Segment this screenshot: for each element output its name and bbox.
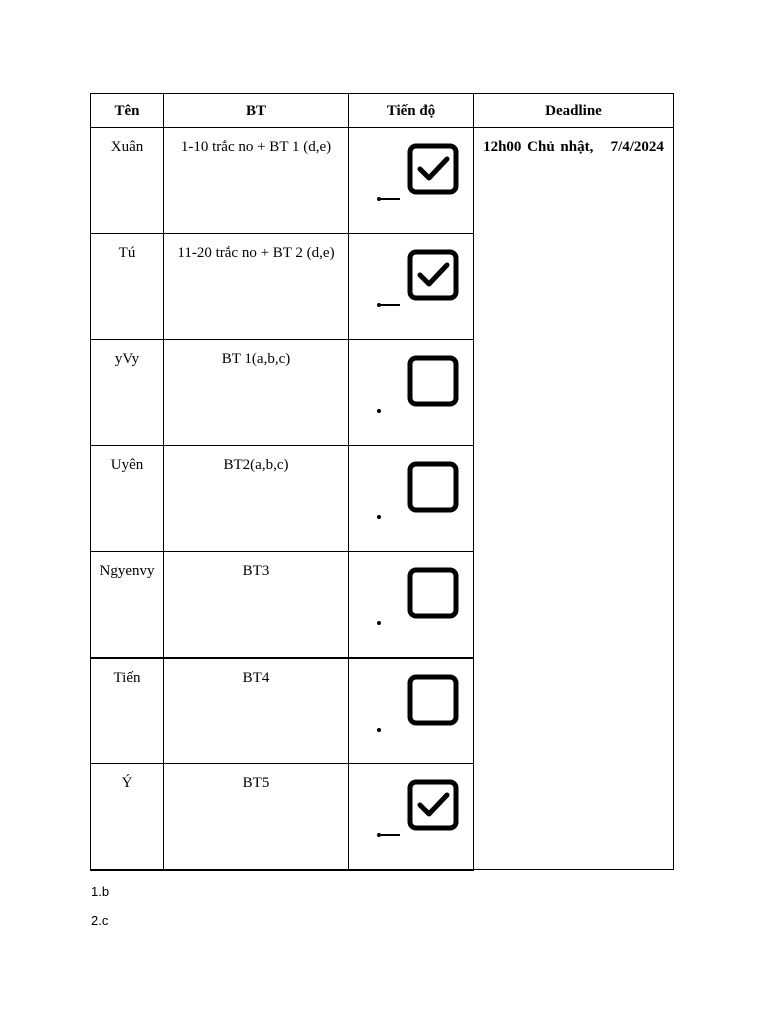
note-2: 2.c <box>91 913 109 928</box>
row-name: Tú <box>118 245 136 261</box>
bullet-icon <box>377 728 381 732</box>
dash-icon <box>381 304 400 306</box>
row-name-cell <box>91 764 164 870</box>
row-progress-cell <box>349 764 474 870</box>
header-task: BT <box>164 94 349 128</box>
row-name: Xuân <box>110 139 144 155</box>
row-task: 11-20 trắc no + BT 2 (d,e) <box>177 245 335 261</box>
row-task-cell <box>164 658 349 764</box>
bullet-icon <box>377 621 381 625</box>
row-progress-cell <box>349 658 474 764</box>
row-task: 1-10 trắc no + BT 1 (d,e) <box>180 139 332 155</box>
row-task-cell <box>164 764 349 870</box>
row-name: Uyên <box>110 457 144 473</box>
bullet-icon <box>377 515 381 519</box>
note-1: 1.b <box>91 884 110 899</box>
row-name-cell <box>91 340 164 446</box>
row-progress-cell <box>349 552 474 658</box>
checked-checkbox-icon[interactable] <box>407 249 459 301</box>
dash-icon <box>381 834 400 836</box>
header-progress: Tiến độ <box>349 94 474 128</box>
row-name-cell <box>91 552 164 658</box>
deadline-cell <box>474 128 674 870</box>
row-name: Tiến <box>113 669 141 686</box>
row-progress-cell <box>349 128 474 234</box>
row-progress-cell <box>349 234 474 340</box>
row-task-cell <box>164 128 349 234</box>
table-row <box>91 128 674 234</box>
row-task-cell <box>164 340 349 446</box>
bullet-icon <box>377 409 381 413</box>
dash-icon <box>381 198 400 200</box>
checkmark-icon <box>420 159 447 178</box>
header-name: Tên <box>91 94 164 128</box>
row-name-cell <box>91 128 164 234</box>
empty-checkbox-icon[interactable] <box>407 567 459 619</box>
checkmark-icon <box>420 265 447 284</box>
row-task-cell <box>164 552 349 658</box>
row-name: Ngyenvy <box>99 563 155 579</box>
row-progress-cell <box>349 340 474 446</box>
row-progress-cell <box>349 446 474 552</box>
empty-checkbox-icon[interactable] <box>407 674 459 726</box>
header-deadline: Deadline <box>474 94 674 128</box>
row-name: yVy <box>114 351 140 367</box>
row-task: BT3 <box>242 563 270 579</box>
table-header-row <box>91 94 674 128</box>
row-task: BT2(a,b,c) <box>223 457 289 473</box>
row-task: BT 1(a,b,c) <box>221 351 291 367</box>
row-task-cell <box>164 446 349 552</box>
row-name-cell <box>91 234 164 340</box>
progress-table <box>90 93 674 871</box>
row-name-cell <box>91 446 164 552</box>
checked-checkbox-icon[interactable] <box>407 779 459 831</box>
checked-checkbox-icon[interactable] <box>407 143 459 195</box>
row-task-cell <box>164 234 349 340</box>
row-task: BT4 <box>242 669 270 686</box>
empty-checkbox-icon[interactable] <box>407 461 459 513</box>
row-task: BT5 <box>242 775 270 791</box>
row-name: Ý <box>121 775 133 791</box>
empty-checkbox-icon[interactable] <box>407 355 459 407</box>
table-body <box>91 128 674 870</box>
deadline-text: 12h00 Chủ nhật, 7/4/2024 <box>483 139 664 155</box>
row-name-cell <box>91 658 164 764</box>
checkmark-icon <box>420 795 447 814</box>
